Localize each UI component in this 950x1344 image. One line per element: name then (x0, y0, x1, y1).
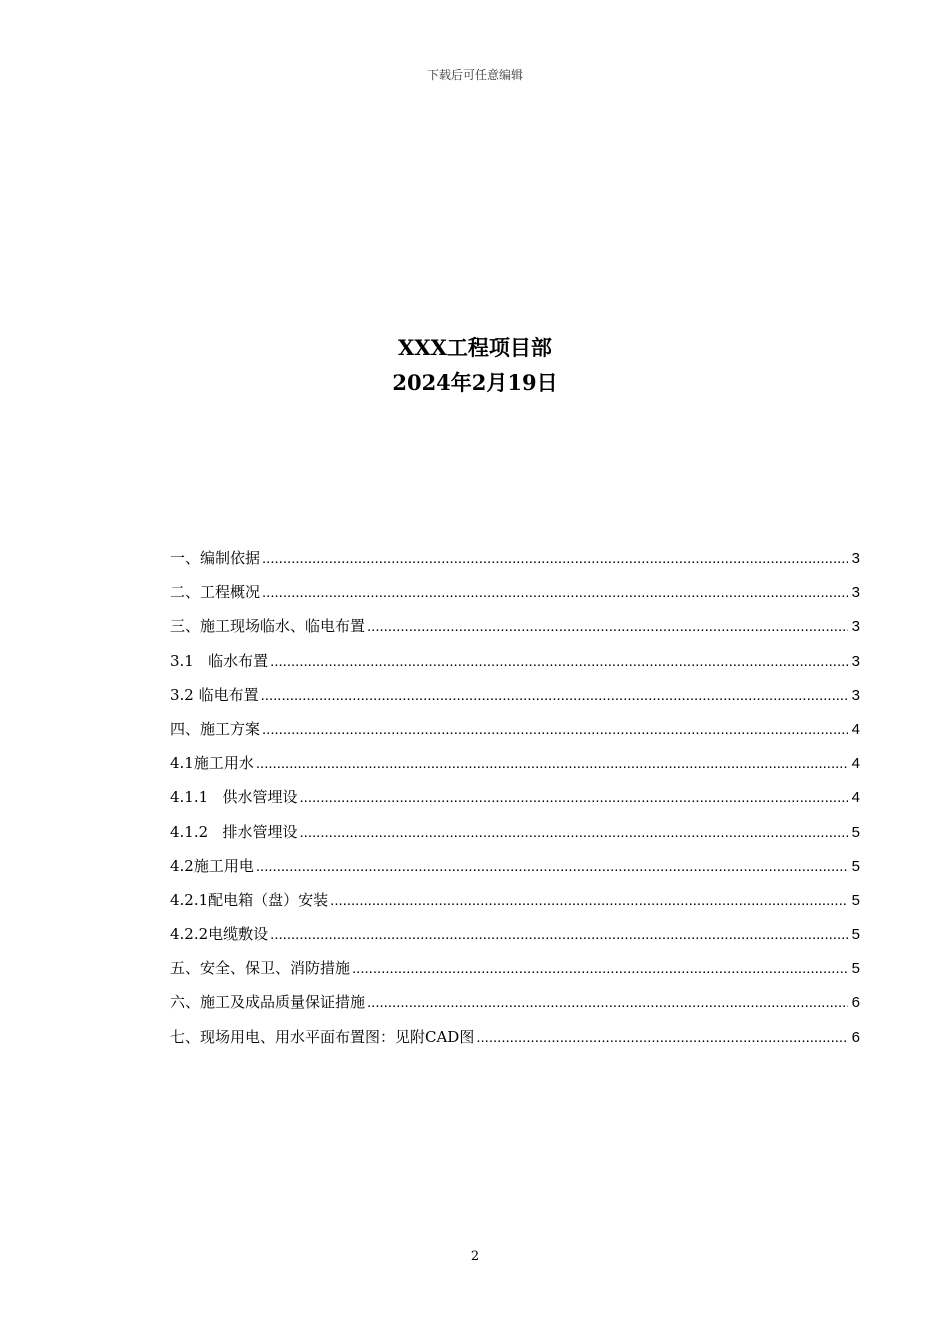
toc-entry-page: 5 (851, 891, 860, 909)
toc-leader-dots (270, 650, 848, 674)
toc-entry-page: 5 (851, 926, 860, 944)
toc-leader-dots (262, 718, 848, 742)
toc-entry-label: 4.1.2 排水管埋设 (170, 822, 298, 841)
toc-entry-label: 七、现场用电、用水平面布置图：见附CAD图 (170, 1027, 475, 1046)
toc-entry[interactable] (170, 820, 860, 854)
toc-entry[interactable] (170, 1025, 860, 1059)
toc-entry-page: 6 (851, 1028, 860, 1046)
toc-leader-dots (367, 615, 848, 639)
toc-entry[interactable] (170, 614, 860, 648)
toc-entry-label: 一、编制依据 (170, 549, 261, 567)
toc-entry-label: 4.2.2电缆敷设 (170, 925, 269, 944)
toc-entry-label: 二、工程概况 (170, 583, 261, 602)
document-date: 2024年2月19日 (392, 370, 558, 395)
toc-entry-label: 4.1.1 供水管埋设 (170, 788, 298, 807)
toc-leader-dots (476, 1026, 848, 1050)
toc-entry[interactable] (170, 580, 860, 614)
toc-entry-page: 5 (851, 960, 860, 978)
toc-entry-page: 5 (851, 857, 860, 875)
toc-entry-page: 3 (851, 550, 860, 567)
toc-entry-label: 4.1施工用水 (170, 754, 254, 773)
toc-entry-page: 4 (851, 720, 860, 738)
toc-entry[interactable] (170, 785, 860, 819)
title-block (0, 330, 950, 400)
toc-entry[interactable] (170, 649, 860, 683)
toc-leader-dots (261, 684, 848, 708)
toc-entry[interactable] (170, 990, 860, 1024)
table-of-contents (170, 546, 860, 1059)
project-department-title: XXX工程项目部 (398, 335, 552, 360)
toc-entry[interactable] (170, 717, 860, 751)
toc-entry-label: 4.2.1配电箱（盘）安装 (170, 890, 329, 909)
toc-entry-label: 五、安全、保卫、消防措施 (170, 959, 351, 978)
toc-entry-page: 6 (851, 994, 860, 1012)
toc-entry-label: 六、施工及成品质量保证措施 (170, 993, 366, 1012)
toc-entry[interactable] (170, 888, 860, 922)
toc-leader-dots (262, 581, 848, 605)
toc-entry-page: 5 (851, 823, 860, 841)
toc-entry-page: 3 (851, 584, 860, 602)
toc-leader-dots (352, 957, 848, 981)
page-number: 2 (470, 1249, 480, 1264)
toc-entry[interactable] (170, 854, 860, 888)
page-header: 下载后可任意编辑 (426, 68, 523, 82)
toc-entry-page: 3 (851, 686, 860, 704)
toc-leader-dots (262, 547, 848, 571)
toc-entry-page: 3 (851, 652, 860, 670)
toc-leader-dots (256, 855, 848, 879)
toc-leader-dots (270, 923, 848, 947)
toc-entry[interactable] (170, 922, 860, 956)
toc-entry[interactable] (170, 546, 860, 580)
toc-entry-label: 4.2施工用电 (170, 856, 254, 875)
toc-entry-label: 三、施工现场临水、临电布置 (170, 617, 366, 636)
toc-leader-dots (256, 752, 848, 776)
toc-leader-dots (299, 821, 848, 845)
toc-entry-label: 3.1 临水布置 (170, 651, 269, 670)
toc-entry-page: 4 (851, 789, 860, 807)
toc-leader-dots (330, 889, 848, 913)
toc-entry-label: 四、施工方案 (170, 719, 261, 738)
toc-entry[interactable] (170, 956, 860, 990)
toc-entry-page: 3 (851, 618, 860, 636)
toc-entry[interactable] (170, 751, 860, 785)
toc-entry[interactable] (170, 683, 860, 717)
toc-leader-dots (299, 786, 848, 810)
toc-entry-label: 3.2 临电布置 (170, 685, 259, 704)
toc-leader-dots (367, 991, 848, 1015)
toc-entry-page: 4 (851, 755, 860, 773)
